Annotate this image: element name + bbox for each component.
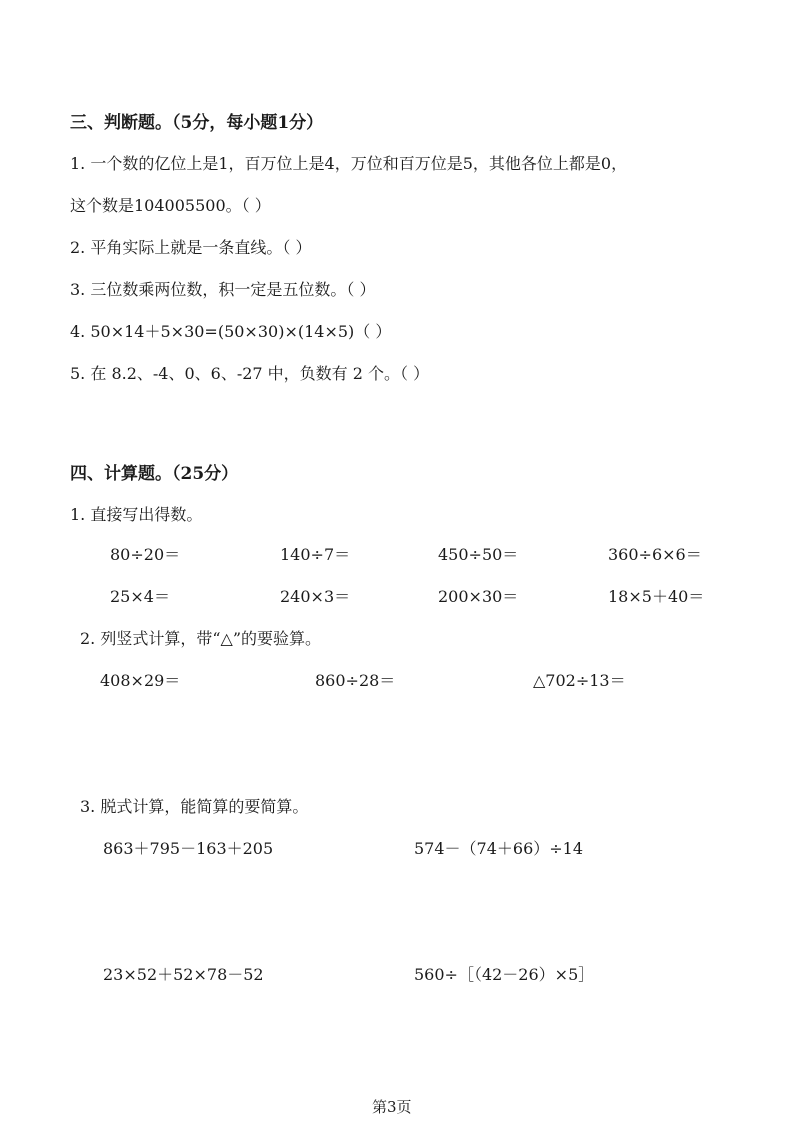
step-calc-item: 560÷［（42－26）×5］ [414, 965, 595, 984]
calc-item: 140÷7＝ [280, 545, 351, 564]
vertical-calc-item: △702÷13＝ [533, 671, 626, 690]
question-4: 4. 50×14＋5×30=(50×30)×(14×5)（ ） [70, 322, 392, 341]
vertical-calc-item: 408×29＝ [100, 671, 181, 690]
part-3-title: 3. 脱式计算，能简算的要简算。 [80, 797, 309, 816]
calc-item: 18×5＋40＝ [608, 587, 705, 606]
question-3: 3. 三位数乘两位数，积一定是五位数。（ ） [70, 280, 376, 299]
section-3-heading: 三、判断题。（5分，每小题1分） [70, 113, 324, 133]
calc-item: 240×3＝ [280, 587, 351, 606]
section-4-heading: 四、计算题。（25分） [70, 464, 239, 484]
calc-item: 200×30＝ [438, 587, 519, 606]
calc-item: 80÷20＝ [110, 545, 181, 564]
question-2: 2. 平角实际上就是一条直线。（ ） [70, 238, 312, 257]
question-1-line-2: 这个数是104005500。（ ） [70, 196, 271, 215]
part-2-title: 2. 列竖式计算，带“△”的要验算。 [80, 629, 322, 648]
calc-item: 360÷6×6＝ [608, 545, 702, 564]
step-calc-item: 863＋795－163＋205 [103, 839, 274, 858]
part-1-title: 1. 直接写出得数。 [70, 505, 203, 524]
step-calc-item: 23×52＋52×78－52 [103, 965, 264, 984]
calc-item: 25×4＝ [110, 587, 170, 606]
step-calc-item: 574－（74＋66）÷14 [414, 839, 584, 858]
question-1-line-1: 1. 一个数的亿位上是1，百万位上是4，万位和百万位是5，其他各位上都是0， [70, 154, 628, 173]
vertical-calc-item: 860÷28＝ [315, 671, 396, 690]
calc-item: 450÷50＝ [438, 545, 519, 564]
page-number: 第3页 [372, 1098, 412, 1116]
question-5: 5. 在 8.2、-4、0、6、-27 中，负数有 2 个。（ ） [70, 364, 430, 383]
